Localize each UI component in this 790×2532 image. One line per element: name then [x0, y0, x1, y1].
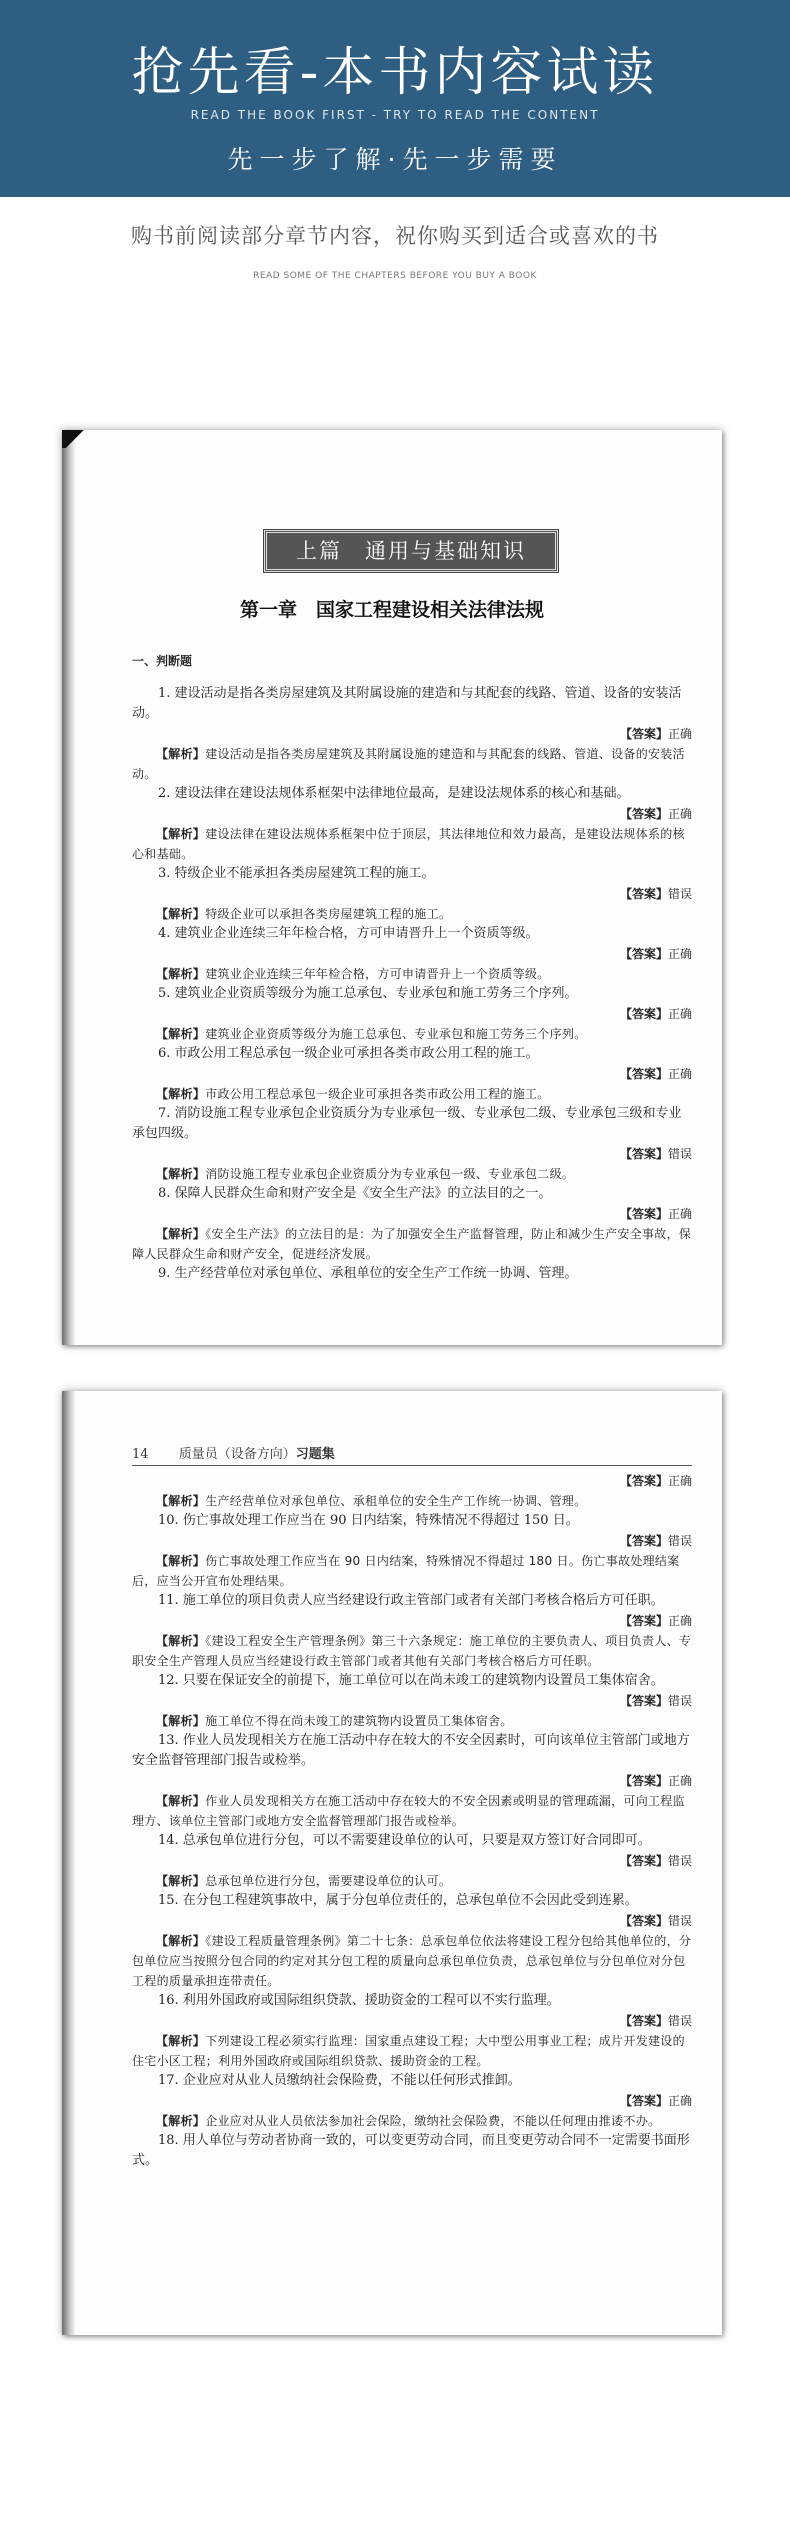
- answer-line: [132, 2091, 692, 2111]
- running-head-bold: 习题集: [295, 1447, 335, 1462]
- question-text: 11. 施工单位的项目负责人应当经建设行政主管部门或者有关部门考核合格后方可任职。: [158, 1593, 664, 1608]
- explanation-label: 【解析】: [156, 1167, 206, 1181]
- explanation-text: 下列建设工程必须实行监理：国家重点建设工程；大中型公用事业工程；成片开发建设的住宅小区工程；利用外国政府或国际组织贷款、援助资金的工程。: [132, 2034, 685, 2068]
- answer-line: [132, 1004, 692, 1024]
- answer-value: 正确: [667, 807, 692, 821]
- explanation-line: [132, 1024, 692, 1044]
- explanation-line: [132, 1491, 692, 1511]
- answer-label: 【答案】: [619, 1534, 668, 1548]
- explanation-line: [132, 1631, 692, 1671]
- explanation-line: [132, 964, 692, 984]
- answer-line: [132, 1611, 692, 1631]
- explanation-text: 建设活动是指各类房屋建筑及其附属设施的建造和与其配套的线路、管道、设备的安装活动。: [132, 747, 685, 781]
- explanation-line: [132, 2031, 692, 2071]
- question-text: 6. 市政公用工程总承包一级企业可承担各类市政公用工程的施工。: [158, 1046, 539, 1061]
- answer-label: 【答案】: [619, 1147, 668, 1161]
- explanation-label: 【解析】: [156, 1714, 206, 1728]
- running-head-title: [179, 1447, 335, 1462]
- answer-value: 正确: [667, 1614, 692, 1628]
- page-binding-shadow: [62, 430, 76, 1345]
- answer-line: [132, 1531, 692, 1551]
- answer-label: 【答案】: [619, 727, 668, 741]
- explanation-label: 【解析】: [156, 2114, 206, 2128]
- answer-line: [132, 884, 692, 904]
- part-heading: 上篇 通用与基础知识: [264, 530, 558, 572]
- explanation-line: [132, 1084, 692, 1104]
- explanation-text: 建筑业企业资质等级分为施工总承包、专业承包和施工劳务三个序列。: [205, 1027, 587, 1041]
- page-body: [132, 684, 692, 1284]
- book-page-2: [62, 1391, 722, 2335]
- answer-label: 【答案】: [619, 1207, 668, 1221]
- answer-value: 错误: [667, 887, 692, 901]
- explanation-text: 市政公用工程总承包一级企业可承担各类市政公用工程的施工。: [205, 1087, 550, 1101]
- banner-title: 抢先看-本书内容试读: [131, 43, 659, 103]
- header-banner: [0, 0, 790, 197]
- answer-value: 正确: [667, 2094, 692, 2108]
- page-corner-mark: [62, 430, 92, 448]
- answer-value: 错误: [667, 1534, 692, 1548]
- section-title: 一、判断题: [132, 654, 193, 668]
- answer-label: 【答案】: [619, 1067, 668, 1081]
- answer-label: 【答案】: [619, 1694, 668, 1708]
- question-text: 15. 在分包工程建筑事故中，属于分包单位责任的，总承包单位不会因此受到连累。: [158, 1893, 638, 1908]
- question-text: 1. 建设活动是指各类房屋建筑及其附属设施的建造和与其配套的线路、管道、设备的安装活动。: [132, 686, 682, 721]
- answer-label: 【答案】: [619, 1007, 668, 1021]
- page-binding-shadow: [62, 1391, 76, 2335]
- explanation-line: [132, 1791, 692, 1831]
- explanation-label: 【解析】: [156, 1494, 206, 1508]
- banner-subtitle-en: READ THE BOOK FIRST - TRY TO READ THE CONTENT: [190, 108, 600, 122]
- answer-label: 【答案】: [619, 2014, 668, 2028]
- answer-line: [132, 1204, 692, 1224]
- explanation-label: 【解析】: [156, 1794, 206, 1808]
- answer-label: 【答案】: [619, 1774, 668, 1788]
- answer-line: [132, 724, 692, 744]
- explanation-line: [132, 1931, 692, 1991]
- explanation-label: 【解析】: [156, 747, 206, 761]
- explanation-text: 总承包单位进行分包，需要建设单位的认可。: [205, 1874, 452, 1888]
- answer-label: 【答案】: [619, 887, 668, 901]
- question-text: 4. 建筑业企业连续三年年检合格，方可申请晋升上一个资质等级。: [158, 926, 539, 941]
- question-text: 10. 伤亡事故处理工作应当在 90 日内结案，特殊情况不得超过 150 日。: [158, 1513, 579, 1528]
- running-head-prefix: 质量员（设备方向）: [178, 1447, 296, 1462]
- chapter-title: 第一章 国家工程建设相关法律法规: [239, 599, 544, 621]
- explanation-text: 《安全生产法》的立法目的是：为了加强安全生产监督管理，防止和减少生产安全事故，保障人民群众生命和财产安全，促进经济发展。: [132, 1227, 692, 1261]
- explanation-label: 【解析】: [156, 1874, 206, 1888]
- explanation-line: [132, 744, 692, 784]
- explanation-text: 特级企业可以承担各类房屋建筑工程的施工。: [205, 907, 452, 921]
- explanation-label: 【解析】: [156, 1634, 206, 1648]
- answer-value: 正确: [667, 1774, 692, 1788]
- intro-text: 购书前阅读部分章节内容，祝你购买到适合或喜欢的书: [131, 224, 659, 248]
- book-page-1: [62, 430, 722, 1345]
- answer-label: 【答案】: [619, 1854, 668, 1868]
- explanation-text: 建筑业企业连续三年年检合格，方可申请晋升上一个资质等级。: [205, 967, 550, 981]
- explanation-label: 【解析】: [156, 1087, 206, 1101]
- answer-value: 正确: [667, 947, 692, 961]
- answer-line: [132, 1691, 692, 1711]
- answer-label: 【答案】: [619, 947, 668, 961]
- explanation-text: 建设法律在建设法规体系框架中位于顶层，其法律地位和效力最高，是建设法规体系的核心和基础。: [132, 827, 685, 861]
- answer-line: [132, 1064, 692, 1084]
- answer-line: [132, 944, 692, 964]
- explanation-line: [132, 1551, 692, 1591]
- answer-line: [132, 1771, 692, 1791]
- answer-value: 正确: [667, 1007, 692, 1021]
- explanation-text: 消防设施工程专业承包企业资质分为专业承包一级、专业承包二级。: [205, 1167, 575, 1181]
- answer-line: [132, 1851, 692, 1871]
- explanation-text: 《建设工程质量管理条例》第二十七条：总承包单位依法将建设工程分包给其他单位的，分包单位应当按照分包合同的约定对其分包工程的质量向总承包单位负责，总承包单位与分包单位对分包工程的质量承担连带责任。: [132, 1934, 692, 1988]
- answer-value: 错误: [667, 1147, 692, 1161]
- answer-label: 【答案】: [619, 2094, 668, 2108]
- explanation-text: 作业人员发现相关方在施工活动中存在较大的不安全因素或明显的管理疏漏，可向工程监理方、该单位主管部门或地方安全监督管理部门报告或检举。: [132, 1794, 685, 1828]
- question-text: 18. 用人单位与劳动者协商一致的，可以变更劳动合同，而且变更劳动合同不一定需要书面形式。: [132, 2133, 690, 2168]
- explanation-label: 【解析】: [156, 2034, 206, 2048]
- answer-line: [132, 1471, 692, 1491]
- answer-value: 正确: [667, 1207, 692, 1221]
- question-text: 2. 建设法律在建设法规体系框架中法律地位最高，是建设法规体系的核心和基础。: [158, 786, 630, 801]
- explanation-label: 【解析】: [156, 1554, 206, 1568]
- question-text: 14. 总承包单位进行分包，可以不需要建设单位的认可，只要是双方签订好合同即可。: [158, 1833, 651, 1848]
- explanation-label: 【解析】: [156, 1934, 206, 1948]
- answer-line: [132, 1911, 692, 1931]
- answer-value: 正确: [667, 1067, 692, 1081]
- explanation-label: 【解析】: [156, 907, 206, 921]
- explanation-line: [132, 1871, 692, 1891]
- question-text: 7. 消防设施工程专业承包企业资质分为专业承包一级、专业承包二级、专业承包三级和专业承包四级。: [132, 1106, 682, 1141]
- explanation-label: 【解析】: [156, 1227, 206, 1241]
- explanation-line: [132, 2111, 692, 2131]
- answer-value: 错误: [667, 1854, 692, 1868]
- explanation-text: 施工单位不得在尚未竣工的建筑物内设置员工集体宿舍。: [205, 1714, 513, 1728]
- answer-label: 【答案】: [619, 1914, 668, 1928]
- explanation-text: 《建设工程安全生产管理条例》第三十六条规定：施工单位的主要负责人、项目负责人、专职安全生产管理人员应当经建设行政主管部门或者其他有关部门考核合格后方可任职。: [132, 1634, 692, 1668]
- question-text: 12. 只要在保证安全的前提下，施工单位可以在尚未竣工的建筑物内设置员工集体宿舍。: [158, 1673, 664, 1688]
- question-text: 16. 利用外国政府或国际组织贷款、援助资金的工程可以不实行监理。: [158, 1993, 560, 2008]
- intro-text-en: READ SOME OF THE CHAPTERS BEFORE YOU BUY A BOOK: [253, 271, 537, 281]
- explanation-label: 【解析】: [156, 967, 206, 981]
- explanation-line: [132, 904, 692, 924]
- answer-value: 正确: [667, 727, 692, 741]
- question-text: 9. 生产经营单位对承包单位、承租单位的安全生产工作统一协调、管理。: [158, 1266, 578, 1281]
- page-number: 14: [132, 1447, 149, 1462]
- explanation-text: 伤亡事故处理工作应当在 90 日内结案，特殊情况不得超过 180 日。伤亡事故处理结案后，应当公开宣布处理结果。: [132, 1554, 680, 1588]
- explanation-label: 【解析】: [156, 827, 206, 841]
- running-head: [132, 1443, 692, 1466]
- explanation-line: [132, 1164, 692, 1184]
- answer-line: [132, 2011, 692, 2031]
- question-text: 5. 建筑业企业资质等级分为施工总承包、专业承包和施工劳务三个序列。: [158, 986, 578, 1001]
- answer-value: 正确: [667, 1474, 692, 1488]
- answer-label: 【答案】: [619, 1614, 668, 1628]
- answer-value: 错误: [667, 1914, 692, 1928]
- question-text: 13. 作业人员发现相关方在施工活动中存在较大的不安全因素时，可向该单位主管部门或地方安全监督管理部门报告或检举。: [132, 1733, 690, 1768]
- answer-line: [132, 1144, 692, 1164]
- page-body: [132, 1471, 692, 2171]
- question-text: 17. 企业应对从业人员缴纳社会保险费，不能以任何形式推卸。: [158, 2073, 521, 2088]
- answer-label: 【答案】: [619, 1474, 668, 1488]
- answer-value: 错误: [667, 2014, 692, 2028]
- explanation-label: 【解析】: [156, 1027, 206, 1041]
- answer-line: [132, 804, 692, 824]
- explanation-line: [132, 824, 692, 864]
- explanation-text: 企业应对从业人员依法参加社会保险，缴纳社会保险费，不能以任何理由推诿不办。: [205, 2114, 661, 2128]
- banner-slogan: 先一步了解·先一步需要: [227, 145, 563, 174]
- question-text: 3. 特级企业不能承担各类房屋建筑工程的施工。: [158, 866, 435, 881]
- answer-value: 错误: [667, 1694, 692, 1708]
- explanation-line: [132, 1711, 692, 1731]
- explanation-line: [132, 1224, 692, 1264]
- answer-label: 【答案】: [619, 807, 668, 821]
- question-text: 8. 保障人民群众生命和财产安全是《安全生产法》的立法目的之一。: [158, 1186, 552, 1201]
- explanation-text: 生产经营单位对承包单位、承租单位的安全生产工作统一协调、管理。: [205, 1494, 587, 1508]
